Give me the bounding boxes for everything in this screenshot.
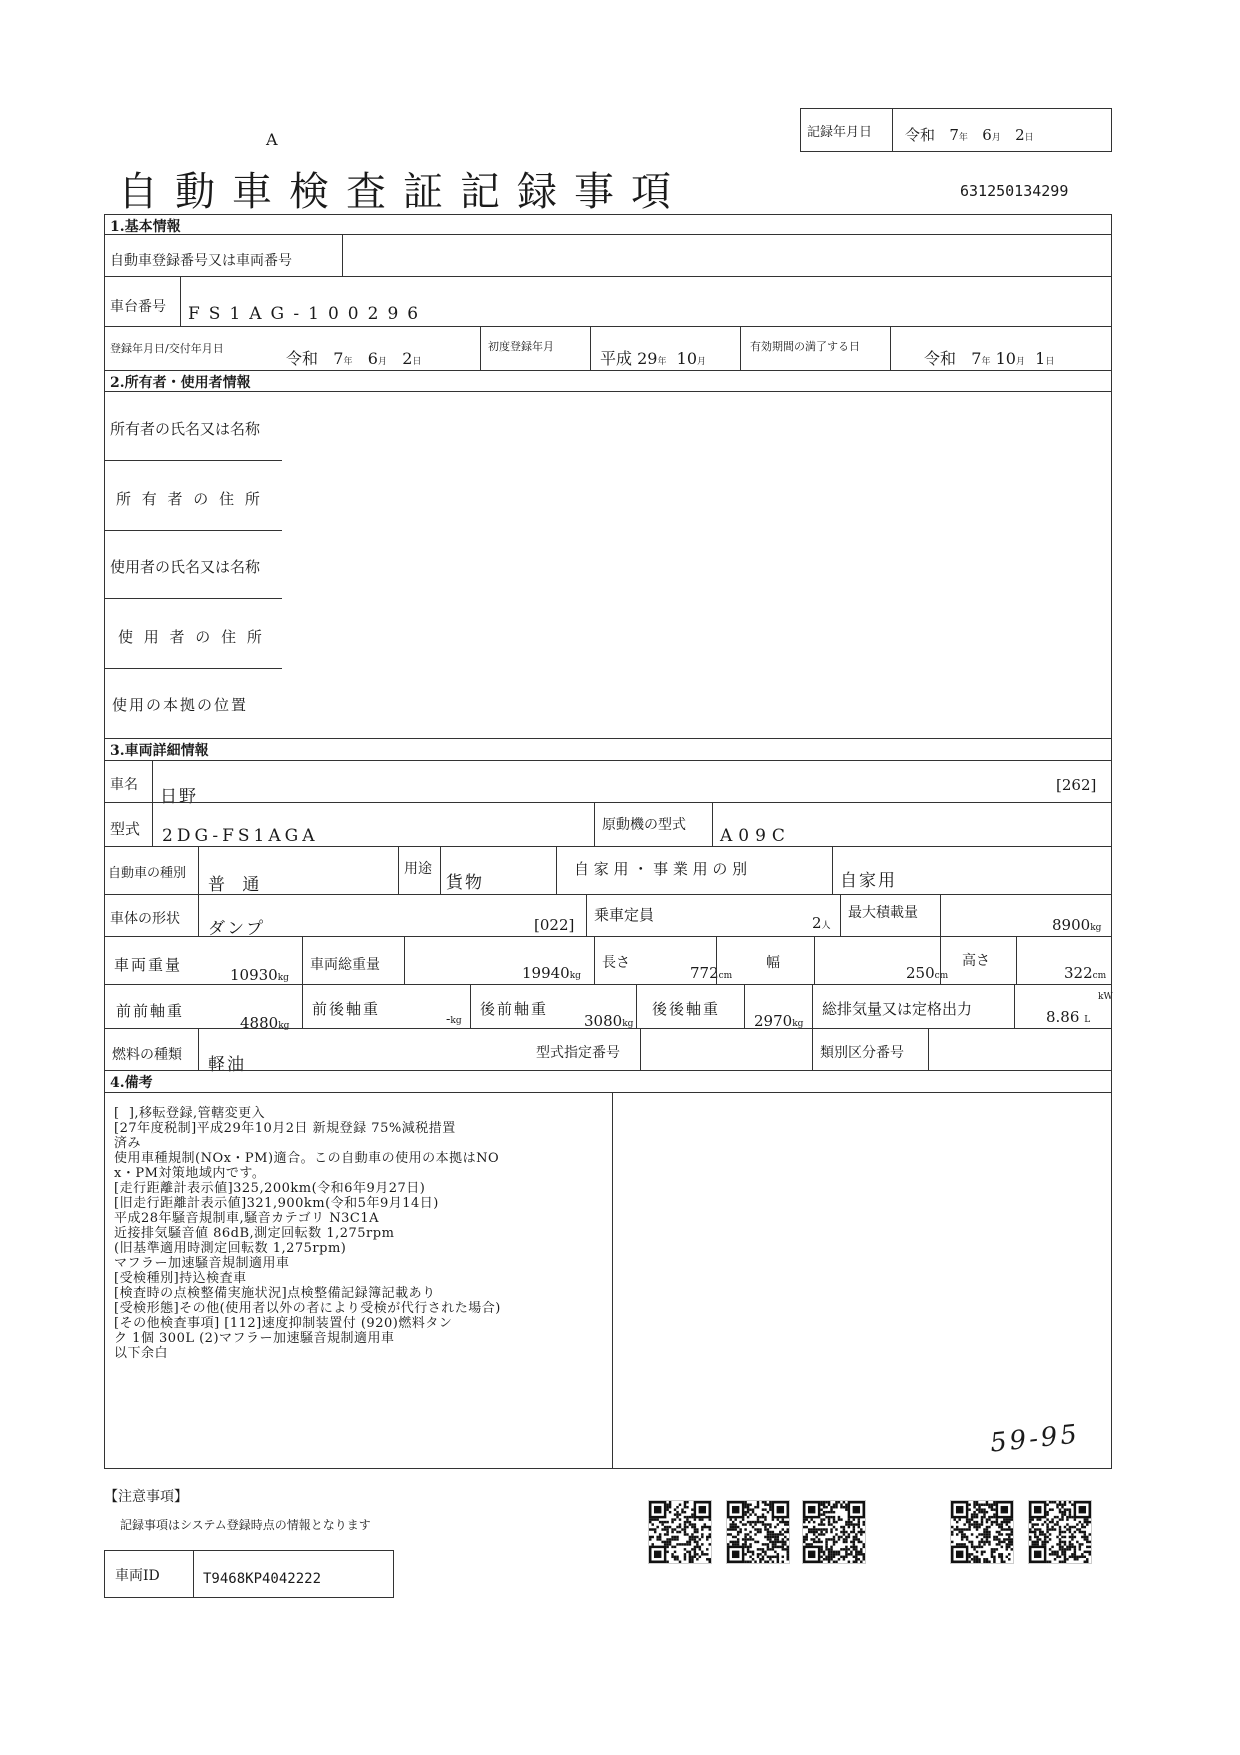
vehicle-name-code: [262] [1056, 776, 1097, 794]
type-designation-label: 型式指定番号 [536, 1045, 620, 1061]
remark-line: [受検形態]その他(使用者以外の者により受検が代行された場合) [114, 1301, 501, 1316]
rear-front-axle-label: 後前軸重 [480, 1000, 549, 1018]
displacement-label: 総排気量又は定格出力 [822, 1000, 973, 1018]
displacement-unit-top: kW [1098, 992, 1113, 1002]
private-business-label: 自 家 用 ・ 事 業 用 の 別 [574, 860, 748, 878]
remark-line: マフラー加速騒音規制適用車 [114, 1256, 290, 1271]
user-address-label: 使 用 者 の 住 所 [118, 628, 265, 646]
chassis-number-label: 車台番号 [110, 299, 166, 315]
section-vehicle-details: 3.車両詳細情報 [110, 743, 209, 759]
displacement-value: 8.86 L [1046, 1008, 1091, 1026]
section-basic-info: 1.基本情報 [110, 219, 181, 235]
owner-address-label: 所 有 者 の 住 所 [116, 490, 263, 508]
vehicle-type-label: 自動車の種別 [108, 866, 187, 881]
vehicle-name-value: 日野 [160, 787, 198, 807]
vehicle-weight-label: 車両重量 [114, 956, 183, 974]
record-date-box [800, 108, 1112, 152]
expiry-date-label: 有効期間の満了する日 [750, 340, 860, 353]
vehicle-type-value: 普 通 [208, 875, 266, 895]
length-value: 772cm [690, 964, 733, 982]
section-remarks: 4.備考 [110, 1075, 153, 1091]
registration-date-label: 登録年月日/交付年月日 [110, 342, 224, 355]
usage-value: 貨物 [446, 873, 484, 893]
first-registration-value: 平成 29年 10月 [600, 349, 707, 368]
record-date-value: 令和 7年 6月 2日 [905, 126, 1034, 144]
gross-weight-value: 19940kg [522, 964, 581, 982]
remark-line: [受検種別]持込検査車 [114, 1271, 247, 1286]
width-value: 250cm [906, 964, 949, 982]
category-number-label: 類別区分番号 [820, 1045, 904, 1061]
height-value: 322cm [1064, 964, 1107, 982]
remark-line: 済み [114, 1136, 142, 1151]
letter-mark: A [266, 130, 278, 149]
front-rear-axle-value: -kg [446, 1012, 462, 1027]
vehicle-id-box [104, 1550, 394, 1598]
vehicle-name-label: 車名 [110, 777, 138, 793]
front-rear-axle-label: 前後軸重 [312, 1000, 381, 1018]
body-shape-code: [022] [534, 916, 575, 934]
remark-line: [走行距離計表示値]325,200km(令和6年9月27日) [114, 1181, 426, 1196]
page-title: 自動車検査証記録事項 [118, 169, 688, 215]
remarks-list [114, 1106, 608, 1361]
body-shape-label: 車体の形状 [110, 911, 180, 927]
remark-line: [旧走行距離計表示値]321,900km(令和5年9月14日) [114, 1196, 439, 1211]
document-number: 631250134299 [960, 182, 1069, 200]
engine-model-value: A09C [720, 826, 791, 846]
qr-code-2 [726, 1500, 790, 1564]
gross-weight-label: 車両総重量 [310, 957, 380, 973]
qr-code-1 [648, 1500, 712, 1564]
vehicle-id-value: T9468KP4042222 [203, 1571, 322, 1587]
body-shape-value: ダンプ [208, 919, 266, 939]
rear-rear-axle-value: 2970kg [754, 1012, 804, 1030]
height-label: 高さ [962, 953, 990, 969]
vehicle-weight-value: 10930kg [230, 966, 289, 984]
remark-line: [27年度税制]平成29年10月2日 新規登録 75%減税措置 [114, 1121, 456, 1136]
record-date-label: 記録年月日 [807, 125, 873, 140]
remark-line: 使用車種規制(NOx・PM)適合。この自動車の使用の本拠はNO [114, 1151, 500, 1166]
registration-number-label: 自動車登録番号又は車両番号 [110, 253, 292, 269]
fuel-type-label: 燃料の種類 [112, 1047, 182, 1063]
first-registration-label: 初度登録年月 [488, 340, 554, 353]
expiry-date-value: 令和 7年 10月 1日 [924, 349, 1055, 368]
vehicle-id-label: 車両ID [115, 1568, 160, 1584]
remark-line: 平成28年騒音規制車,騒音カテゴリ N3C1A [114, 1211, 380, 1226]
qr-code-3 [802, 1500, 866, 1564]
section-owner-user-info: 2.所有者・使用者情報 [110, 375, 251, 391]
remark-line: ク 1個 300L (2)マフラー加速騒音規制適用車 [114, 1331, 395, 1346]
base-location-label: 使用の本拠の位置 [112, 696, 249, 714]
rear-front-axle-value: 3080kg [584, 1012, 634, 1030]
usage-label: 用途 [404, 861, 432, 877]
qr-code-4 [950, 1500, 1014, 1564]
user-name-label: 使用者の氏名又は名称 [110, 558, 261, 576]
owner-name-label: 所有者の氏名又は名称 [110, 420, 261, 438]
seating-capacity-label: 乗車定員 [594, 906, 655, 924]
model-label: 型式 [110, 820, 141, 838]
chassis-number-value: FS1AG-100296 [188, 304, 428, 324]
front-front-axle-value: 4880kg [240, 1014, 290, 1032]
remark-line: [ ],移転登録,管轄変更入 [114, 1106, 266, 1121]
registration-date-value: 令和 7年 6月 2日 [286, 349, 422, 368]
rear-rear-axle-label: 後後軸重 [652, 1000, 721, 1018]
remark-line: [検査時の点検整備実施状況]点検整備記録簿記載あり [114, 1286, 436, 1301]
engine-model-label: 原動機の型式 [602, 817, 686, 833]
remark-line: [その他検査事項] [112]速度抑制装置付 (920)燃料タン [114, 1316, 453, 1331]
width-label: 幅 [766, 955, 780, 971]
handwritten-note: 59-95 [988, 1419, 1082, 1459]
max-load-value: 8900kg [1052, 916, 1102, 934]
front-front-axle-label: 前前軸重 [116, 1002, 185, 1020]
length-label: 長さ [602, 955, 630, 971]
remark-line: 以下余白 [114, 1346, 169, 1361]
private-business-value: 自家用 [840, 871, 897, 891]
seating-capacity-value: 2人 [812, 914, 831, 932]
remark-line: x・PM対策地域内です。 [114, 1166, 266, 1181]
notes-text: 記録事項はシステム登録時点の情報となります [120, 1518, 371, 1532]
notes-title: 【注意事項】 [104, 1489, 188, 1505]
remark-line: (旧基準適用時測定回転数 1,275rpm) [114, 1241, 347, 1256]
max-load-label: 最大積載量 [848, 905, 918, 921]
qr-code-5 [1028, 1500, 1092, 1564]
remark-line: 近接排気騒音値 86dB,測定回転数 1,275rpm [114, 1226, 395, 1241]
model-value: 2DG-FS1AGA [162, 826, 319, 846]
fuel-type-value: 軽油 [208, 1055, 246, 1075]
